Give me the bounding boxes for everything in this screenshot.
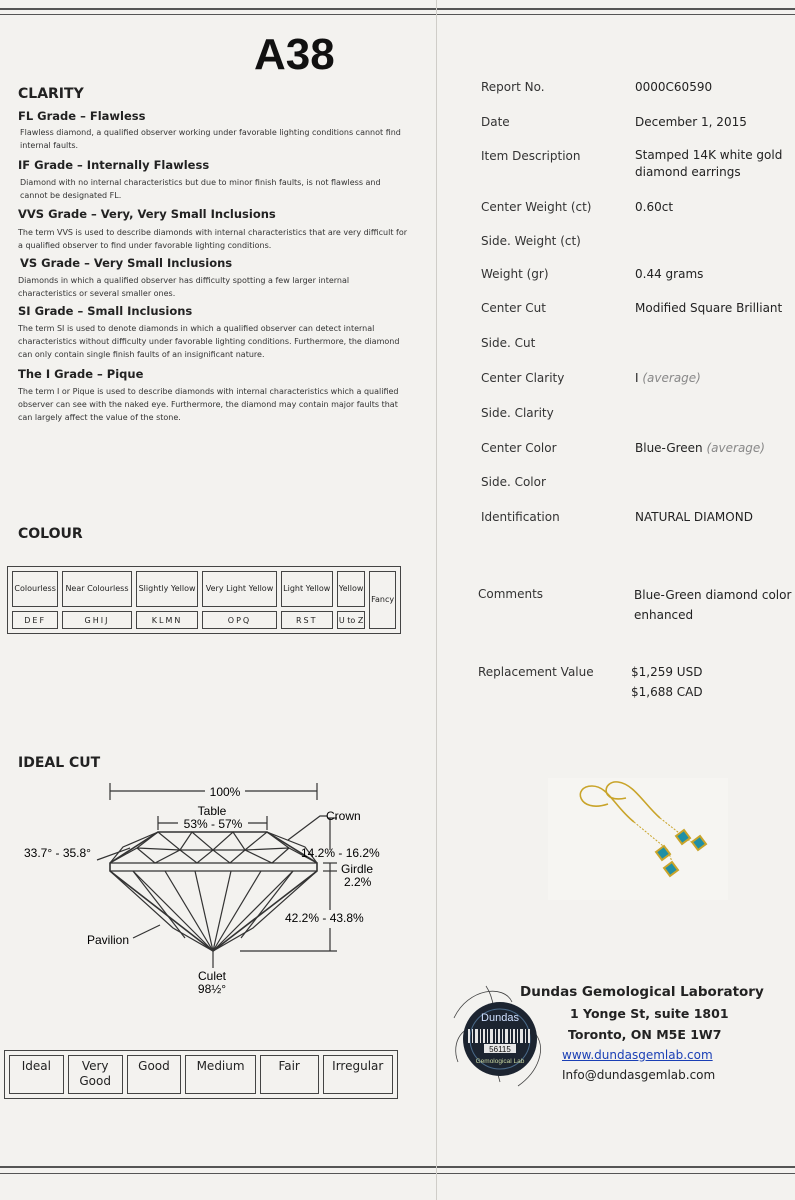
grade-if-desc: Diamond with no internal characteristics but due to minor finish faults, is not flawless and cannot be designated FL. <box>20 178 381 200</box>
bottom-border <box>0 1166 795 1168</box>
colour-letters-def: DEF <box>12 611 58 629</box>
side-cut-label: Side. Cut <box>481 336 536 350</box>
center-clarity-label: Center Clarity <box>481 371 565 385</box>
center-clarity-value: I <box>635 371 639 385</box>
pavilion-depth-label: 42.2% - 43.8% <box>285 911 364 925</box>
identification-value: NATURAL DIAMOND <box>635 510 753 524</box>
grade-if-heading: IF Grade – Internally Flawless <box>18 158 210 172</box>
item-description-value: Stamped 14K white gold diamond earrings <box>635 148 783 179</box>
grade-i-heading: The I Grade – Pique <box>18 367 144 381</box>
comments-value: Blue-Green diamond color enhanced <box>634 588 792 622</box>
seal-number: 56115 <box>489 1045 511 1054</box>
lab-address-line1: 1 Yonge St, suite 1801 <box>570 1006 729 1021</box>
crown-angle-label: 33.7° - 35.8° <box>24 846 91 860</box>
grade-si-desc: The term SI is used to denote diamonds in which a qualified observer can detect internal characteristics without difficulty under favorable lighting conditions. Furthermore, the diamond can only contain single finish faults of an insignificant nature. <box>18 324 400 359</box>
colour-cell-fancy: Fancy <box>369 571 396 629</box>
culet-label: Culet <box>197 969 227 983</box>
replacement-value-label: Replacement Value <box>478 665 594 679</box>
cut-grade-irregular: Irregular <box>323 1055 394 1094</box>
center-color-label: Center Color <box>481 441 557 455</box>
colour-letters-rst: RST <box>281 611 333 629</box>
colour-letters-ghij: GHIJ <box>62 611 131 629</box>
ideal-cut-diagram <box>15 778 425 1000</box>
cut-grade-medium: Medium <box>185 1055 255 1094</box>
cut-grade-very-good: Very Good <box>68 1055 123 1094</box>
grade-fl-heading: FL Grade – Flawless <box>18 109 146 123</box>
replacement-value-cad: $1,688 CAD <box>631 685 703 699</box>
table-range-label: 53% - 57% <box>183 817 243 831</box>
identification-label: Identification <box>481 510 560 524</box>
cut-grade-table <box>4 1050 398 1099</box>
clarity-title: CLARITY <box>18 86 84 102</box>
pavilion-label: Pavilion <box>87 933 130 947</box>
lab-name: Dundas Gemological Laboratory <box>520 984 764 1000</box>
grade-i-desc: The term I or Pique is used to describe diamonds with internal characteristics which a qualified observer can see with the naked eye. Furthermore, the diamond may contain major faults that can largely affect the value of the stone. <box>18 387 399 422</box>
cut-grade-ideal: Ideal <box>9 1055 64 1094</box>
grade-fl-desc: Flawless diamond, a qualified observer working under favorable lighting conditions cannot find internal faults. <box>20 128 401 150</box>
lab-address-line2: Toronto, ON M5E 1W7 <box>568 1027 722 1042</box>
bottom-border-inner <box>0 1173 795 1174</box>
center-cut-value: Modified Square Brilliant <box>635 301 783 315</box>
item-description-label: Item Description <box>481 149 581 163</box>
colour-cell-colourless: Colourless <box>12 571 58 607</box>
report-no-value: 0000C60590 <box>635 80 713 94</box>
report-no-label: Report No. <box>481 80 545 94</box>
total-width-label: 100% <box>209 785 241 799</box>
crown-height-label: 14.2% - 16.2% <box>301 846 380 860</box>
center-weight-value: 0.60ct <box>635 200 674 214</box>
crown-label: Crown <box>326 809 361 823</box>
lab-website-link[interactable]: www.dundasgemlab.com <box>562 1048 713 1062</box>
comments-label: Comments <box>478 587 544 601</box>
cut-grade-fair: Fair <box>260 1055 319 1094</box>
lab-email: Info@dundasgemlab.com <box>562 1068 716 1082</box>
side-weight-label: Side. Weight (ct) <box>481 234 581 248</box>
date-label: Date <box>481 115 510 129</box>
colour-cell-light-yellow: Light Yellow <box>281 571 333 607</box>
grade-vvs-heading: VVS Grade – Very, Very Small Inclusions <box>18 207 276 221</box>
cut-grade-good: Good <box>127 1055 182 1094</box>
weight-grams-label: Weight (gr) <box>481 267 549 281</box>
girdle-label: Girdle <box>341 862 374 876</box>
table-label: Table <box>197 804 227 818</box>
center-cut-label: Center Cut <box>481 301 546 315</box>
weight-grams-value: 0.44 grams <box>635 267 704 281</box>
top-border-inner <box>0 14 795 15</box>
sheet-id: A38 <box>254 30 335 79</box>
ideal-cut-title: IDEAL CUT <box>18 755 101 771</box>
colour-letters-klmn: KLMN <box>136 611 199 629</box>
center-weight-label: Center Weight (ct) <box>481 200 592 214</box>
center-clarity-field <box>635 370 795 387</box>
girdle-value-label: 2.2% <box>344 875 372 889</box>
colour-cell-slightly-yellow: Slightly Yellow <box>136 571 199 607</box>
colour-cell-very-light-yellow: Very Light Yellow <box>202 571 276 607</box>
seal-bottom-text: Gemological Lab <box>475 1058 525 1065</box>
earrings-photo <box>548 778 728 900</box>
side-color-label: Side. Color <box>481 475 546 489</box>
grade-si-heading: SI Grade – Small Inclusions <box>18 304 193 318</box>
replacement-value-usd: $1,259 USD <box>631 665 703 679</box>
page-fold <box>436 0 437 1200</box>
grade-vs-desc: Diamonds in which a qualified observer has difficulty spotting a few larger internal characteristics or several smaller ones. <box>18 276 350 298</box>
grade-vvs-desc: The term VVS is used to describe diamonds with internal characteristics that are very difficult for a qualified observer to find under favorable lighting conditions. <box>18 228 408 250</box>
top-border <box>0 8 795 10</box>
colour-scale-table <box>7 566 401 634</box>
center-color-field <box>635 440 795 457</box>
grade-vs-heading: VS Grade – Very Small Inclusions <box>20 256 233 270</box>
side-clarity-label: Side. Clarity <box>481 406 554 420</box>
colour-cell-yellow: Yellow <box>337 571 365 607</box>
colour-letters-opq: OPQ <box>202 611 276 629</box>
center-color-value: Blue-Green <box>635 441 703 455</box>
colour-letters-u-to-z: U to Z <box>337 611 365 629</box>
seal-top-text: Dundas <box>481 1012 519 1024</box>
center-color-note: (average) <box>706 441 765 455</box>
colour-title: COLOUR <box>18 526 83 542</box>
colour-cell-near-colourless: Near Colourless <box>62 571 131 607</box>
culet-value-label: 98½° <box>197 982 227 996</box>
date-value: December 1, 2015 <box>635 115 747 129</box>
center-clarity-note: (average) <box>642 371 701 385</box>
